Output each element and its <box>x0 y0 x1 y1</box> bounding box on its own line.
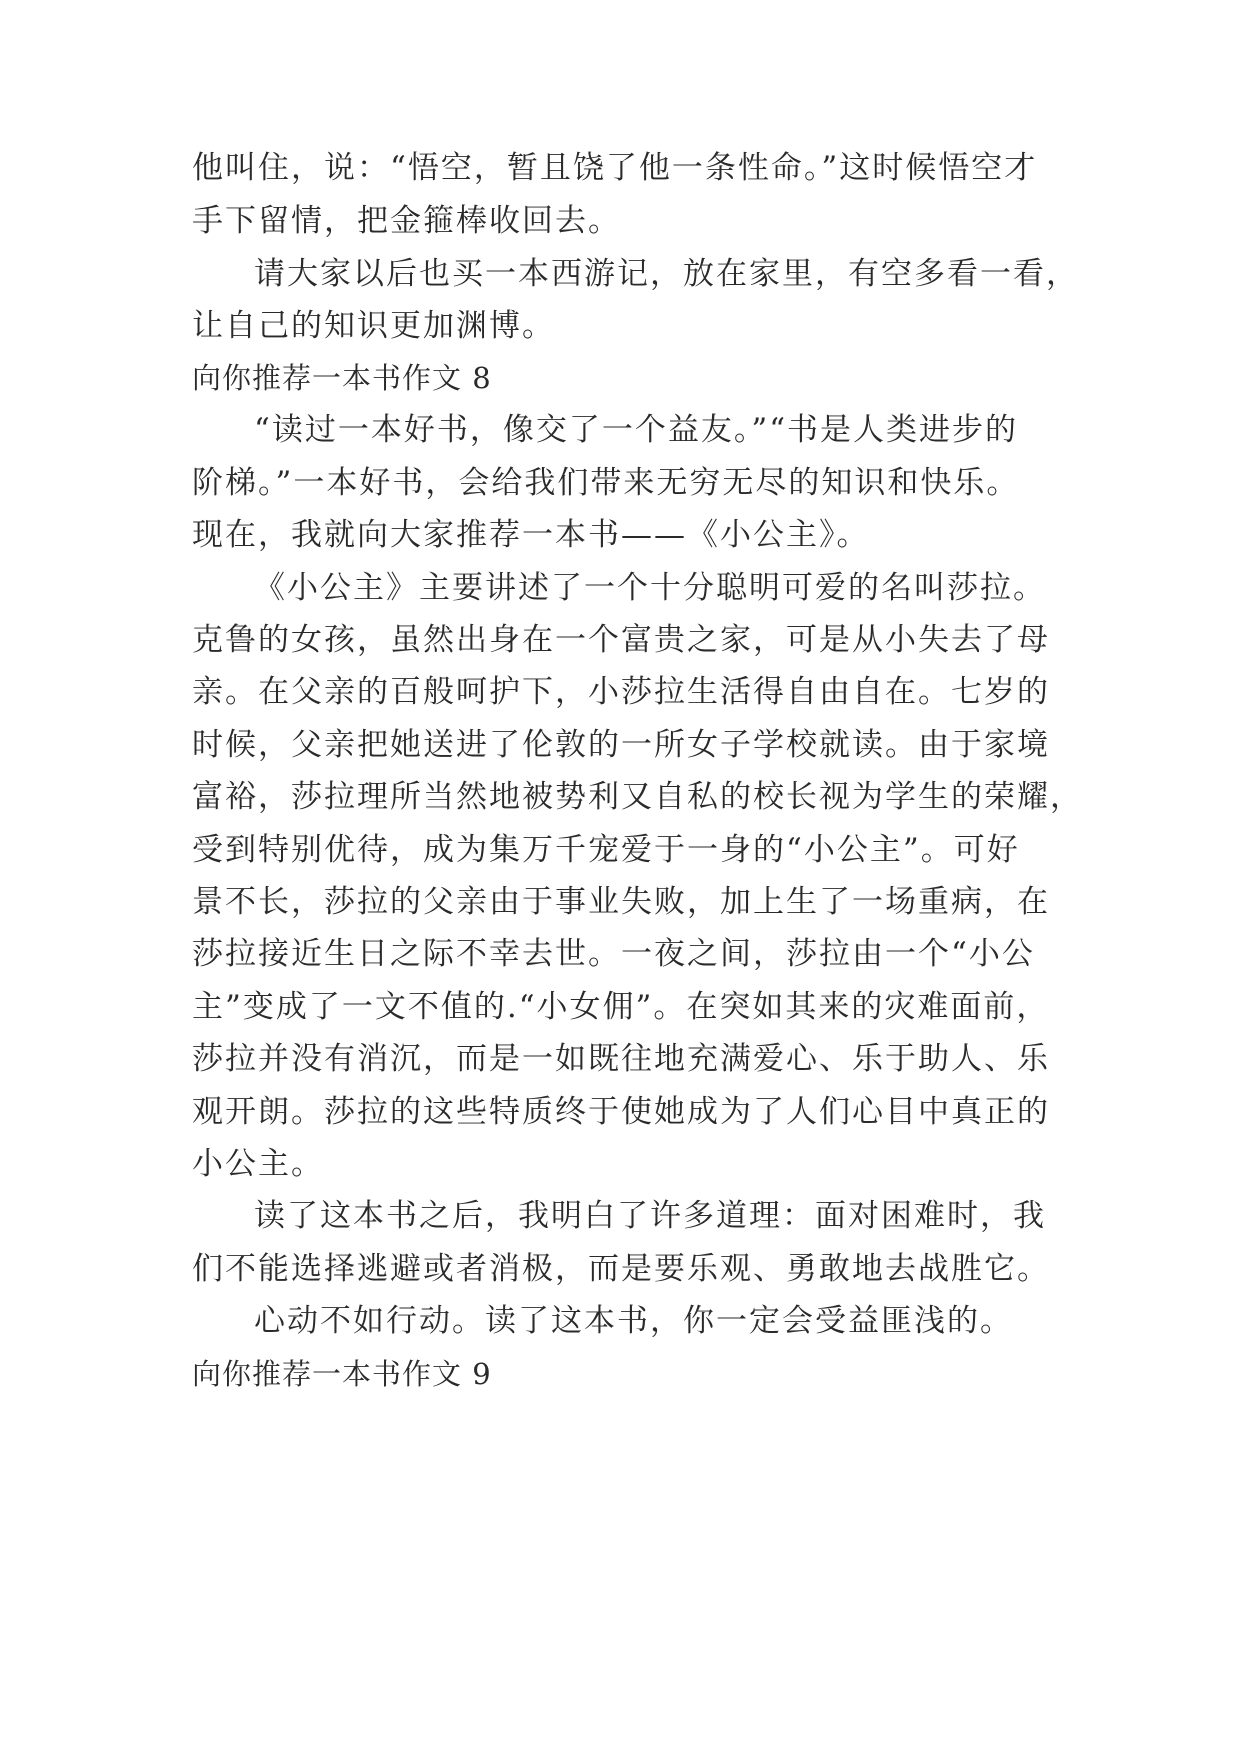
body-text-line: 观开朗。莎拉的这些特质终于使她成为了人们心目中真正的 <box>192 1094 1050 1130</box>
body-text-line: 手下留情，把金箍棒收回去。 <box>192 203 621 239</box>
body-text-line: 们不能选择逃避或者消极，而是要乐观、勇敢地去战胜它。 <box>192 1251 1050 1287</box>
body-text-line: 亲。在父亲的百般呵护下，小莎拉生活得自由自在。七岁的 <box>192 674 1050 710</box>
section-heading: 向你推荐一本书作文 9 <box>192 1357 492 1391</box>
body-text-line: 让自己的知识更加渊博。 <box>192 308 555 344</box>
body-text-line: 克鲁的女孩，虽然出身在一个富贵之家，可是从小失去了母 <box>192 622 1050 658</box>
body-text-line: “读过一本好书，像交了一个益友。”“书是人类进步的 <box>254 412 1019 448</box>
body-text-line: 莎拉接近生日之际不幸去世。一夜之间，莎拉由一个“小公 <box>192 936 1035 972</box>
body-text-line: 心动不如行动。读了这本书，你一定会受益匪浅的。 <box>254 1303 1013 1339</box>
body-text-line: 主”变成了一文不值的.“小女佣”。在突如其来的灾难面前， <box>192 989 1050 1025</box>
body-text-line: 莎拉并没有消沉，而是一如既往地充满爱心、乐于助人、乐 <box>192 1041 1050 1077</box>
section-heading: 向你推荐一本书作文 8 <box>192 361 492 395</box>
body-text-line: 时候，父亲把她送进了伦敦的一所女子学校就读。由于家境 <box>192 727 1050 763</box>
body-text-line: 富裕，莎拉理所当然地被势利又自私的校长视为学生的荣耀， <box>192 779 1083 815</box>
body-text-line: 受到特别优待，成为集万千宠爱于一身的“小公主”。可好 <box>192 832 1020 868</box>
body-text-line: 《小公主》主要讲述了一个十分聪明可爱的名叫莎拉。 <box>254 570 1046 606</box>
body-text-line: 读了这本书之后，我明白了许多道理：面对困难时，我 <box>254 1198 1046 1234</box>
body-text-line: 景不长，莎拉的父亲由于事业失败，加上生了一场重病，在 <box>192 884 1050 920</box>
body-text-line: 小公主。 <box>192 1146 324 1182</box>
body-text-line: 阶梯。”一本好书，会给我们带来无穷无尽的知识和快乐。 <box>192 465 1020 501</box>
body-text-line: 现在，我就向大家推荐一本书——《小公主》。 <box>192 517 870 553</box>
body-text-line: 请大家以后也买一本西游记，放在家里，有空多看一看， <box>254 256 1079 292</box>
body-text-line: 他叫住，说：“悟空，暂且饶了他一条性命。”这时候悟空才 <box>192 150 1038 186</box>
